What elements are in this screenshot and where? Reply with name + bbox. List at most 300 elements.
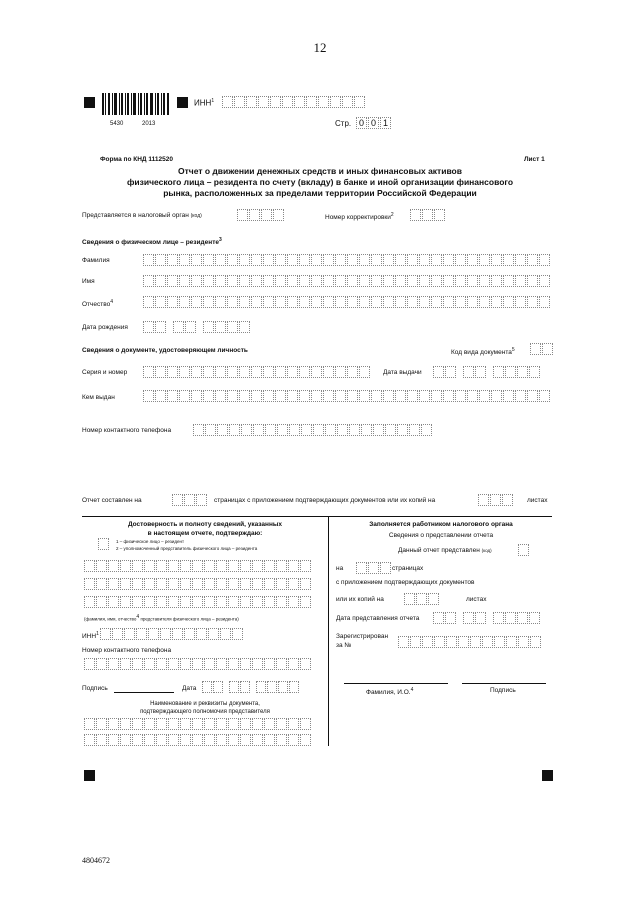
left-date-cells[interactable]	[202, 681, 300, 693]
input-cell[interactable]	[240, 718, 251, 730]
input-cell[interactable]	[479, 296, 490, 308]
input-cell[interactable]	[193, 424, 204, 436]
input-cell[interactable]	[192, 718, 203, 730]
input-cell[interactable]	[229, 424, 240, 436]
input-cell[interactable]	[311, 390, 322, 402]
input-cell[interactable]	[252, 734, 263, 746]
input-cell[interactable]	[323, 390, 334, 402]
input-cell[interactable]	[204, 560, 215, 572]
input-cell[interactable]	[208, 628, 219, 640]
phone-cells[interactable]	[193, 424, 433, 436]
rep-surname-cells[interactable]	[84, 560, 322, 572]
input-cell[interactable]	[347, 254, 358, 266]
input-cell[interactable]	[276, 560, 287, 572]
input-cell[interactable]	[84, 578, 95, 590]
input-cell[interactable]	[228, 578, 239, 590]
input-cell[interactable]	[325, 424, 336, 436]
input-cell[interactable]	[191, 366, 202, 378]
input-cell[interactable]	[313, 424, 324, 436]
input-cell[interactable]	[422, 636, 433, 648]
input-cell[interactable]	[192, 734, 203, 746]
input-cell[interactable]	[216, 658, 227, 670]
input-cell[interactable]	[144, 596, 155, 608]
input-cell[interactable]	[264, 560, 275, 572]
input-cell[interactable]	[132, 718, 143, 730]
input-cell[interactable]	[143, 275, 154, 287]
input-cell[interactable]	[124, 628, 135, 640]
input-cell[interactable]	[132, 658, 143, 670]
input-cell[interactable]	[335, 390, 346, 402]
rep-patronymic-cells[interactable]	[84, 596, 322, 608]
input-cell[interactable]	[276, 734, 287, 746]
input-cell[interactable]	[155, 296, 166, 308]
input-cell[interactable]	[467, 275, 478, 287]
input-cell[interactable]	[385, 424, 396, 436]
input-cell[interactable]	[143, 390, 154, 402]
input-cell[interactable]	[184, 628, 195, 640]
input-cell[interactable]	[167, 390, 178, 402]
input-cell[interactable]	[179, 366, 190, 378]
input-cell[interactable]	[287, 254, 298, 266]
input-cell[interactable]	[168, 734, 179, 746]
input-cell[interactable]	[300, 718, 311, 730]
input-cell[interactable]	[167, 296, 178, 308]
input-cell[interactable]	[323, 254, 334, 266]
input-cell[interactable]	[347, 296, 358, 308]
input-cell[interactable]	[239, 275, 250, 287]
input-cell[interactable]	[228, 596, 239, 608]
birth-date-cells[interactable]	[143, 321, 251, 333]
tax-authority-cells[interactable]	[237, 209, 285, 221]
input-cell[interactable]	[84, 718, 95, 730]
input-cell[interactable]	[263, 366, 274, 378]
input-cell[interactable]	[311, 296, 322, 308]
input-cell[interactable]	[240, 596, 251, 608]
input-cell[interactable]	[179, 275, 190, 287]
input-cell[interactable]	[539, 254, 550, 266]
input-cell[interactable]	[156, 718, 167, 730]
input-cell[interactable]	[84, 560, 95, 572]
input-cell[interactable]	[288, 560, 299, 572]
input-cell[interactable]	[275, 366, 286, 378]
input-cell[interactable]	[144, 560, 155, 572]
input-cell[interactable]	[275, 275, 286, 287]
input-cell[interactable]	[349, 424, 360, 436]
issued-by-cells[interactable]	[143, 390, 553, 402]
input-cell[interactable]	[359, 296, 370, 308]
input-cell[interactable]	[84, 596, 95, 608]
input-cell[interactable]	[215, 296, 226, 308]
input-cell[interactable]	[240, 578, 251, 590]
input-cell[interactable]	[240, 560, 251, 572]
input-cell[interactable]	[276, 718, 287, 730]
input-cell[interactable]	[527, 254, 538, 266]
input-cell[interactable]	[539, 296, 550, 308]
input-cell[interactable]	[227, 366, 238, 378]
input-cell[interactable]	[227, 275, 238, 287]
input-cell[interactable]	[455, 296, 466, 308]
input-cell[interactable]	[156, 596, 167, 608]
input-cell[interactable]	[136, 628, 147, 640]
input-cell[interactable]	[434, 636, 445, 648]
input-cell[interactable]	[431, 254, 442, 266]
input-cell[interactable]	[84, 658, 95, 670]
input-cell[interactable]	[120, 718, 131, 730]
input-cell[interactable]	[168, 596, 179, 608]
input-cell[interactable]	[108, 718, 119, 730]
input-cell[interactable]	[156, 578, 167, 590]
reg-no-cells[interactable]	[398, 636, 550, 648]
input-cell[interactable]	[419, 296, 430, 308]
input-cell[interactable]	[227, 296, 238, 308]
input-cell[interactable]	[407, 296, 418, 308]
input-cell[interactable]	[467, 254, 478, 266]
input-cell[interactable]	[443, 296, 454, 308]
input-cell[interactable]	[300, 578, 311, 590]
input-cell[interactable]	[108, 596, 119, 608]
input-cell[interactable]	[264, 596, 275, 608]
input-cell[interactable]	[419, 275, 430, 287]
input-cell[interactable]	[455, 275, 466, 287]
input-cell[interactable]	[300, 560, 311, 572]
input-cell[interactable]	[431, 296, 442, 308]
input-cell[interactable]	[203, 275, 214, 287]
input-cell[interactable]	[228, 718, 239, 730]
input-cell[interactable]	[515, 390, 526, 402]
input-cell[interactable]	[276, 596, 287, 608]
input-cell[interactable]	[383, 390, 394, 402]
patronymic-cells[interactable]	[143, 296, 553, 308]
input-cell[interactable]	[168, 718, 179, 730]
input-cell[interactable]	[299, 390, 310, 402]
input-cell[interactable]	[191, 254, 202, 266]
input-cell[interactable]	[180, 596, 191, 608]
input-cell[interactable]	[515, 254, 526, 266]
input-cell[interactable]	[203, 296, 214, 308]
input-cell[interactable]	[120, 734, 131, 746]
input-cell[interactable]	[359, 390, 370, 402]
input-cell[interactable]	[383, 254, 394, 266]
input-cell[interactable]	[192, 578, 203, 590]
input-cell[interactable]	[337, 424, 348, 436]
input-cell[interactable]	[527, 275, 538, 287]
input-cell[interactable]	[168, 578, 179, 590]
input-cell[interactable]	[335, 366, 346, 378]
input-cell[interactable]	[287, 275, 298, 287]
input-cell[interactable]	[359, 366, 370, 378]
input-cell[interactable]	[239, 366, 250, 378]
right-sheets-cells[interactable]	[404, 593, 440, 605]
input-cell[interactable]	[156, 734, 167, 746]
input-cell[interactable]	[100, 628, 111, 640]
input-cell[interactable]	[204, 578, 215, 590]
input-cell[interactable]	[311, 366, 322, 378]
input-cell[interactable]	[491, 296, 502, 308]
rep-doc-cells-1[interactable]	[84, 718, 322, 730]
input-cell[interactable]	[288, 658, 299, 670]
right-signature-line[interactable]	[462, 683, 546, 684]
issue-date-cells[interactable]	[433, 366, 541, 378]
input-cell[interactable]	[251, 296, 262, 308]
input-cell[interactable]	[132, 734, 143, 746]
input-cell[interactable]	[180, 718, 191, 730]
input-cell[interactable]	[443, 390, 454, 402]
surname-cells[interactable]	[143, 254, 553, 266]
input-cell[interactable]	[479, 275, 490, 287]
rep-doc-cells-2[interactable]	[84, 734, 322, 746]
input-cell[interactable]	[215, 254, 226, 266]
input-cell[interactable]	[494, 636, 505, 648]
input-cell[interactable]	[143, 254, 154, 266]
input-cell[interactable]	[179, 254, 190, 266]
input-cell[interactable]	[232, 628, 243, 640]
input-cell[interactable]	[191, 275, 202, 287]
input-cell[interactable]	[467, 390, 478, 402]
input-cell[interactable]	[239, 390, 250, 402]
input-cell[interactable]	[455, 254, 466, 266]
input-cell[interactable]	[288, 596, 299, 608]
input-cell[interactable]	[299, 275, 310, 287]
input-cell[interactable]	[220, 628, 231, 640]
input-cell[interactable]	[216, 718, 227, 730]
input-cell[interactable]	[263, 254, 274, 266]
input-cell[interactable]	[395, 390, 406, 402]
input-cell[interactable]	[335, 254, 346, 266]
input-cell[interactable]	[191, 390, 202, 402]
input-cell[interactable]	[252, 596, 263, 608]
input-cell[interactable]	[263, 275, 274, 287]
input-cell[interactable]	[132, 560, 143, 572]
input-cell[interactable]	[203, 254, 214, 266]
input-cell[interactable]	[263, 296, 274, 308]
input-cell[interactable]	[371, 254, 382, 266]
input-cell[interactable]	[395, 254, 406, 266]
input-cell[interactable]	[191, 296, 202, 308]
input-cell[interactable]	[132, 578, 143, 590]
input-cell[interactable]	[300, 596, 311, 608]
input-cell[interactable]	[192, 596, 203, 608]
input-cell[interactable]	[470, 636, 481, 648]
input-cell[interactable]	[407, 254, 418, 266]
input-cell[interactable]	[347, 275, 358, 287]
inn-cells[interactable]	[222, 96, 366, 108]
input-cell[interactable]	[180, 658, 191, 670]
signature-line[interactable]	[114, 692, 174, 693]
page-cells[interactable]	[356, 117, 392, 129]
input-cell[interactable]	[167, 254, 178, 266]
input-cell[interactable]	[479, 254, 490, 266]
input-cell[interactable]	[180, 560, 191, 572]
input-cell[interactable]	[148, 628, 159, 640]
input-cell[interactable]	[323, 366, 334, 378]
input-cell[interactable]	[251, 254, 262, 266]
input-cell[interactable]	[503, 275, 514, 287]
input-cell[interactable]	[398, 636, 409, 648]
name-cells[interactable]	[143, 275, 553, 287]
input-cell[interactable]	[530, 636, 541, 648]
input-cell[interactable]	[263, 390, 274, 402]
input-cell[interactable]	[359, 275, 370, 287]
input-cell[interactable]	[120, 596, 131, 608]
input-cell[interactable]	[215, 390, 226, 402]
input-cell[interactable]	[287, 296, 298, 308]
input-cell[interactable]	[251, 275, 262, 287]
input-cell[interactable]	[227, 254, 238, 266]
input-cell[interactable]	[264, 578, 275, 590]
input-cell[interactable]	[443, 254, 454, 266]
input-cell[interactable]	[179, 296, 190, 308]
input-cell[interactable]	[203, 390, 214, 402]
date-presented-cells[interactable]	[433, 612, 541, 624]
input-cell[interactable]	[277, 424, 288, 436]
input-cell[interactable]	[192, 658, 203, 670]
input-cell[interactable]	[167, 366, 178, 378]
input-cell[interactable]	[410, 636, 421, 648]
input-cell[interactable]	[287, 366, 298, 378]
input-cell[interactable]	[132, 596, 143, 608]
input-cell[interactable]	[455, 390, 466, 402]
input-cell[interactable]	[108, 578, 119, 590]
input-cell[interactable]	[431, 390, 442, 402]
input-cell[interactable]	[323, 296, 334, 308]
input-cell[interactable]	[409, 424, 420, 436]
input-cell[interactable]	[252, 578, 263, 590]
input-cell[interactable]	[96, 718, 107, 730]
sheets-cells[interactable]	[478, 494, 514, 506]
input-cell[interactable]	[251, 366, 262, 378]
input-cell[interactable]	[120, 578, 131, 590]
input-cell[interactable]	[215, 366, 226, 378]
input-cell[interactable]	[264, 718, 275, 730]
input-cell[interactable]	[96, 596, 107, 608]
input-cell[interactable]	[156, 658, 167, 670]
input-cell[interactable]	[407, 390, 418, 402]
input-cell[interactable]	[383, 275, 394, 287]
input-cell[interactable]	[299, 366, 310, 378]
input-cell[interactable]	[96, 560, 107, 572]
input-cell[interactable]	[443, 275, 454, 287]
input-cell[interactable]	[300, 658, 311, 670]
input-cell[interactable]	[96, 658, 107, 670]
input-cell[interactable]	[311, 254, 322, 266]
input-cell[interactable]	[241, 424, 252, 436]
input-cell[interactable]	[419, 390, 430, 402]
input-cell[interactable]	[347, 390, 358, 402]
input-cell[interactable]	[458, 636, 469, 648]
input-cell[interactable]	[407, 275, 418, 287]
input-cell[interactable]	[288, 734, 299, 746]
input-cell[interactable]	[491, 254, 502, 266]
input-cell[interactable]	[395, 275, 406, 287]
input-cell[interactable]	[503, 390, 514, 402]
correction-cells[interactable]	[410, 209, 446, 221]
input-cell[interactable]	[168, 658, 179, 670]
input-cell[interactable]	[518, 636, 529, 648]
input-cell[interactable]	[251, 390, 262, 402]
fio-line[interactable]	[344, 683, 448, 684]
input-cell[interactable]	[168, 560, 179, 572]
input-cell[interactable]	[515, 275, 526, 287]
input-cell[interactable]	[108, 734, 119, 746]
signer-type-cell[interactable]	[98, 538, 110, 550]
input-cell[interactable]	[240, 734, 251, 746]
input-cell[interactable]	[172, 628, 183, 640]
input-cell[interactable]	[446, 636, 457, 648]
input-cell[interactable]	[112, 628, 123, 640]
input-cell[interactable]	[371, 275, 382, 287]
input-cell[interactable]	[144, 718, 155, 730]
input-cell[interactable]	[265, 424, 276, 436]
input-cell[interactable]	[253, 424, 264, 436]
input-cell[interactable]	[421, 424, 432, 436]
left-phone-cells[interactable]	[84, 658, 322, 670]
input-cell[interactable]	[383, 296, 394, 308]
input-cell[interactable]	[120, 658, 131, 670]
input-cell[interactable]	[506, 636, 517, 648]
input-cell[interactable]	[527, 296, 538, 308]
input-cell[interactable]	[335, 296, 346, 308]
input-cell[interactable]	[431, 275, 442, 287]
input-cell[interactable]	[96, 734, 107, 746]
input-cell[interactable]	[275, 390, 286, 402]
input-cell[interactable]	[395, 296, 406, 308]
input-cell[interactable]	[491, 390, 502, 402]
input-cell[interactable]	[203, 366, 214, 378]
input-cell[interactable]	[167, 275, 178, 287]
input-cell[interactable]	[503, 296, 514, 308]
input-cell[interactable]	[264, 658, 275, 670]
input-cell[interactable]	[515, 296, 526, 308]
input-cell[interactable]	[215, 275, 226, 287]
left-inn-cells[interactable]	[100, 628, 250, 640]
input-cell[interactable]	[239, 254, 250, 266]
input-cell[interactable]	[419, 254, 430, 266]
input-cell[interactable]	[288, 718, 299, 730]
input-cell[interactable]	[155, 390, 166, 402]
input-cell[interactable]	[227, 390, 238, 402]
input-cell[interactable]	[108, 560, 119, 572]
right-pages-cells[interactable]	[356, 562, 392, 574]
input-cell[interactable]	[287, 390, 298, 402]
input-cell[interactable]	[361, 424, 372, 436]
input-cell[interactable]	[275, 254, 286, 266]
input-cell[interactable]	[482, 636, 493, 648]
input-cell[interactable]	[155, 254, 166, 266]
rep-name-cells[interactable]	[84, 578, 322, 590]
input-cell[interactable]	[204, 596, 215, 608]
presented-cells[interactable]	[518, 544, 530, 556]
input-cell[interactable]	[479, 390, 490, 402]
input-cell[interactable]	[108, 658, 119, 670]
input-cell[interactable]	[299, 254, 310, 266]
input-cell[interactable]	[264, 734, 275, 746]
input-cell[interactable]	[276, 578, 287, 590]
input-cell[interactable]	[192, 560, 203, 572]
input-cell[interactable]	[347, 366, 358, 378]
input-cell[interactable]	[180, 734, 191, 746]
input-cell[interactable]	[373, 424, 384, 436]
input-cell[interactable]	[301, 424, 312, 436]
input-cell[interactable]	[335, 275, 346, 287]
input-cell[interactable]	[289, 424, 300, 436]
input-cell[interactable]	[196, 628, 207, 640]
input-cell[interactable]	[156, 560, 167, 572]
pages-cells[interactable]	[172, 494, 208, 506]
input-cell[interactable]	[397, 424, 408, 436]
input-cell[interactable]	[155, 275, 166, 287]
input-cell[interactable]	[240, 658, 251, 670]
input-cell[interactable]	[491, 275, 502, 287]
